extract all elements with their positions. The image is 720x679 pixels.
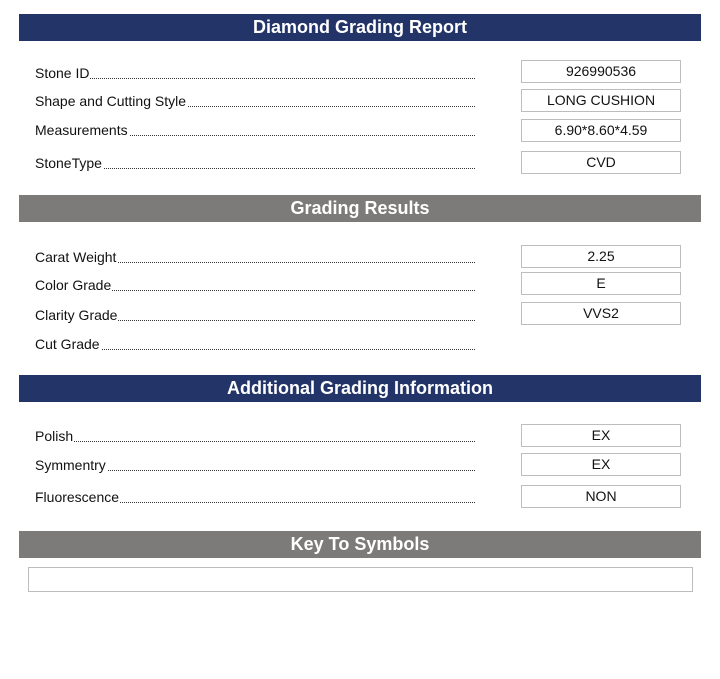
measurements-label: Measurements	[35, 121, 475, 139]
color-grade-value: E	[521, 272, 681, 295]
shape-label: Shape and Cutting Style	[35, 92, 475, 110]
key-to-symbols-box	[28, 567, 693, 592]
polish-label: Polish	[35, 427, 475, 445]
key-to-symbols-title: Key To Symbols	[290, 534, 430, 554]
carat-weight-value: 2.25	[521, 245, 681, 268]
grading-results-title: Grading Results	[290, 198, 430, 218]
stone-type-label: StoneType	[35, 154, 475, 172]
shape-value: LONG CUSHION	[521, 89, 681, 112]
stone-id-label: Stone ID	[35, 64, 475, 82]
report-title: Diamond Grading Report	[252, 17, 467, 37]
clarity-grade-value: VVS2	[521, 302, 681, 325]
fluorescence-label: Fluorescence	[35, 488, 475, 506]
fluorescence-value: NON	[521, 485, 681, 508]
clarity-grade-label: Clarity Grade	[35, 306, 475, 324]
carat-weight-label: Carat Weight	[35, 248, 475, 266]
stone-id-value: 926990536	[521, 60, 681, 83]
polish-value: EX	[521, 424, 681, 447]
report-title-header	[19, 14, 701, 41]
measurements-value: 6.90*8.60*4.59	[521, 119, 681, 142]
additional-info-header	[19, 375, 701, 402]
grading-results-header	[19, 195, 701, 222]
color-grade-label: Color Grade	[35, 276, 475, 294]
cut-grade-label: Cut Grade	[35, 335, 475, 353]
stone-type-value: CVD	[521, 151, 681, 174]
additional-info-title: Additional Grading Information	[227, 378, 493, 398]
symmetry-label: Symmentry	[35, 456, 475, 474]
key-to-symbols-header	[19, 531, 701, 558]
symmetry-value: EX	[521, 453, 681, 476]
